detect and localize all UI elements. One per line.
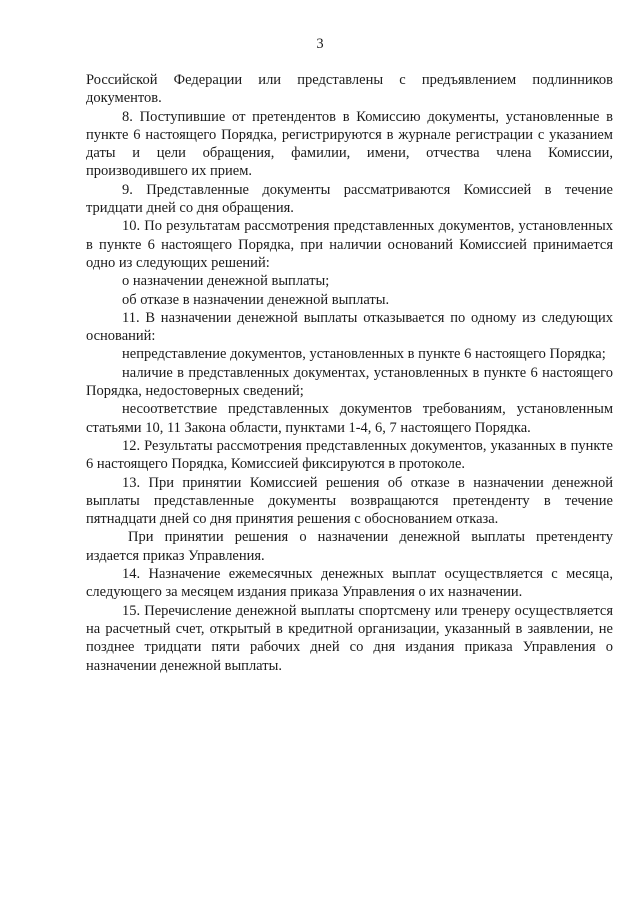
paragraph-13: 13. При принятии Комиссией решения об отказе в назначении денежной выплаты представленные документы возвращаются претенденту в течение пятнадцати дней со дня принятия решения с обоснованием отказа. (86, 474, 613, 528)
paragraph-continuation: Российской Федерации или представлены с предъявлением подлинников документов. (86, 72, 613, 107)
paragraph-12: 12. Результаты рассмотрения представленных документов, указанных в пункте 6 настоящего Порядка, Комиссией фиксируются в протоколе. (86, 437, 613, 473)
paragraph-9: 9. Представленные документы рассматриваются Комиссией в течение тридцати дней со дня обращения. (86, 181, 613, 217)
refusal-ground-nonconformity: несоответствие представленных документов требованиям, установленным статьями 10, 11 Закона области, пунктами 1-4, 6, 7 настоящего Порядка. (86, 401, 613, 436)
refusal-ground-missing-docs: непредставление документов, установленных в пункте 6 настоящего Порядка; (122, 346, 606, 363)
decision-option-refuse: об отказе в назначении денежной выплаты. (122, 291, 390, 308)
refusal-ground-false-info: наличие в представленных документах, установленных в пункте 6 настоящего Порядка, недостоверных сведений; (86, 364, 613, 400)
paragraph-13-order: При принятии решения о назначении денежной выплаты претенденту издается приказ Управления. (86, 529, 613, 564)
paragraph-14: 14. Назначение ежемесячных денежных выплат осуществляется с месяца, следующего за месяцем издания приказа Управления о их назначении. (86, 566, 613, 601)
document-body (86, 71, 613, 675)
paragraph-15: 15. Перечисление денежной выплаты спортсмену или тренеру осуществляется на расчетный счет, открытый в кредитной организации, указанный в заявлении, не позднее тридцати пяти рабочих дней со дня издания приказа Управления о назначении денежной выплаты. (86, 602, 613, 674)
paragraph-10: 10. По результатам рассмотрения представленных документов, установленных в пункте 6 настоящего Порядка, при наличии оснований Комиссией принимается одно из следующих решений: (86, 218, 613, 271)
page-number: 3 (316, 36, 324, 52)
paragraph-8: 8. Поступившие от претендентов в Комиссию документы, установленные в пункте 6 настоящего Порядка, регистрируются в журнале регистрации с указанием даты и цели обращения, фамилии, имени, отчества члена Комиссии, производившего их прием. (86, 108, 613, 180)
decision-option-grant: о назначении денежной выплаты; (122, 273, 330, 290)
paragraph-11: 11. В назначении денежной выплаты отказывается по одному из следующих оснований: (86, 309, 613, 345)
